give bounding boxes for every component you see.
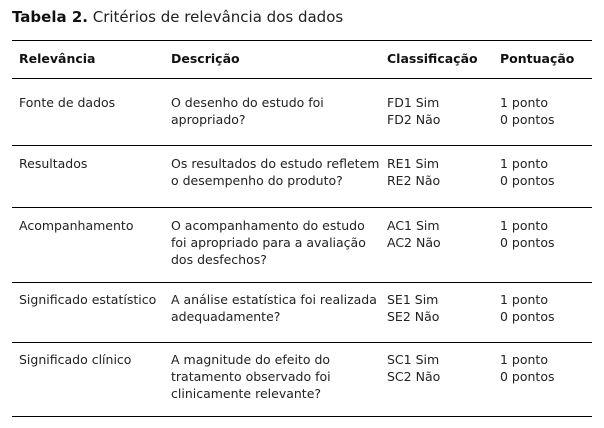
table-row [12,146,592,208]
score-no: 0 pontos [500,369,555,384]
cell-relevance: Significado clínico [19,352,132,367]
score-yes: 1 ponto [500,352,548,367]
classification-no: FD2 Não [387,112,441,127]
classification-no: RE2 Não [387,173,441,188]
cell-score [493,343,592,417]
classification-no: SE2 Não [387,309,440,324]
score-no: 0 pontos [500,309,555,324]
cell-description: O desenho do estudo foi apropriado? [171,95,324,127]
cell-description: Os resultados do estudo refletem o desempenho do produto? [171,156,380,188]
header-relevance: Relevância [19,51,96,66]
cell-relevance: Fonte de dados [19,95,116,110]
cell-classification [380,283,493,343]
classification-no: AC2 Não [387,235,441,250]
cell-score [493,208,592,283]
table-row [12,343,592,417]
cell-description: O acompanhamento do estudo foi apropriado para a avaliação dos desfechos? [171,218,366,267]
classification-yes: SC1 Sim [387,352,440,367]
header-classification: Classificação [387,51,478,66]
relevance-criteria-table [12,40,592,417]
score-yes: 1 ponto [500,292,548,307]
classification-no: SC2 Não [387,369,441,384]
score-yes: 1 ponto [500,156,548,171]
header-score: Pontuação [500,51,575,66]
header-description: Descrição [171,51,240,66]
score-no: 0 pontos [500,112,555,127]
table-caption [12,6,343,28]
score-no: 0 pontos [500,235,555,250]
classification-yes: AC1 Sim [387,218,440,233]
table-caption-title: Critérios de relevância dos dados [92,8,344,26]
table-row [12,283,592,343]
cell-classification [380,146,493,208]
table-row [12,79,592,146]
cell-score [493,79,592,146]
classification-yes: SE1 Sim [387,292,439,307]
classification-yes: FD1 Sim [387,95,440,110]
table-caption-label: Tabela 2. [12,8,88,26]
cell-description: A magnitude do efeito do tratamento observado foi clinicamente relevante? [171,352,331,401]
score-yes: 1 ponto [500,95,548,110]
cell-classification [380,343,493,417]
cell-score [493,146,592,208]
table-row [12,208,592,283]
cell-relevance: Acompanhamento [19,218,134,233]
table-header-row [12,41,592,79]
classification-yes: RE1 Sim [387,156,440,171]
cell-score [493,283,592,343]
score-no: 0 pontos [500,173,555,188]
cell-classification [380,79,493,146]
cell-description: A análise estatística foi realizada adequadamente? [171,292,377,324]
cell-relevance: Resultados [19,156,88,171]
cell-classification [380,208,493,283]
score-yes: 1 ponto [500,218,548,233]
cell-relevance: Significado estatístico [19,292,157,307]
